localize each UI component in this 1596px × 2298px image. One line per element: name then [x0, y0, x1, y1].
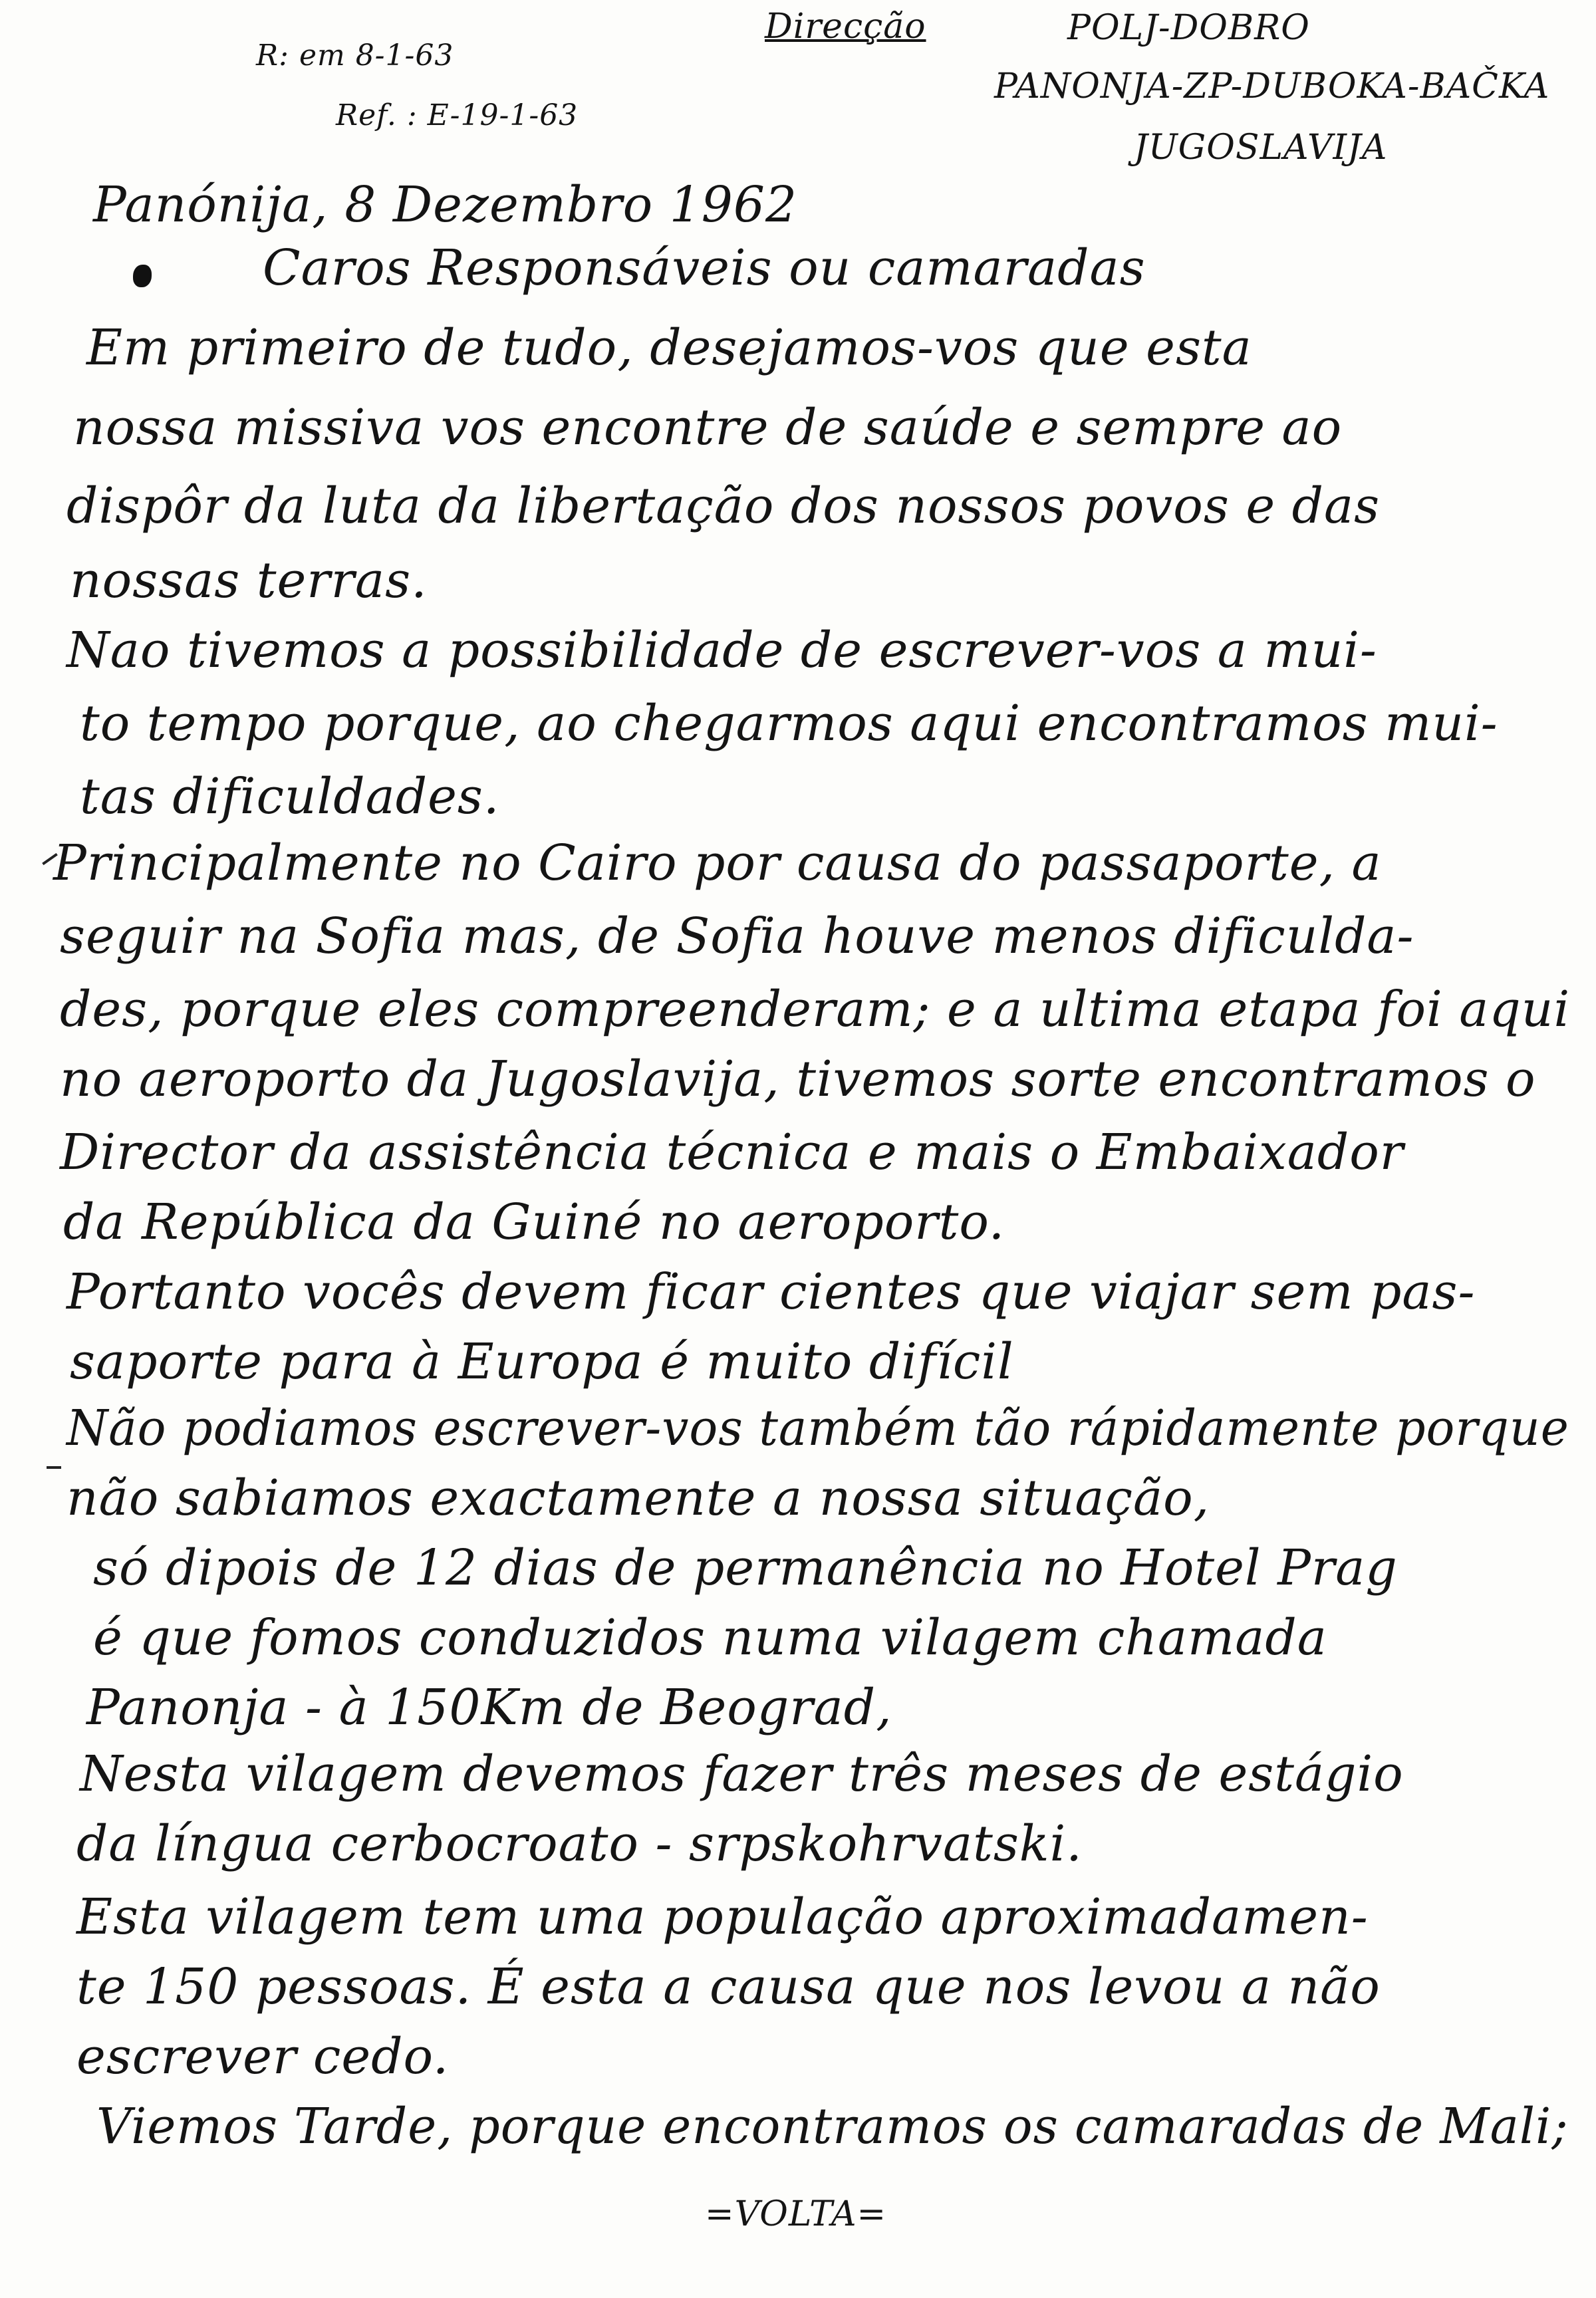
address-line-3: JUGOSLAVIJA [1134, 128, 1388, 168]
letter-line: Esta vilagem tem uma população aproximadamen- [76, 1888, 1369, 1946]
letter-line: Viemos Tarde, porque encontramos os camaradas de Mali; [96, 2098, 1569, 2155]
letter-line: nossas terras. [70, 552, 428, 609]
salutation: Caros Responsáveis ou camaradas [263, 239, 1146, 297]
letter-line: nossa missiva vos encontre de saúde e sempre ao [73, 399, 1343, 456]
letter-line: Em primeiro de tudo, desejamos-vos que esta [86, 319, 1252, 376]
margin-stroke [47, 1466, 61, 1469]
received-date-note: R: em 8-1-63 [256, 39, 454, 72]
letter-line: escrever cedo. [76, 2028, 450, 2085]
letter-line: no aeroporto da Jugoslavija, tivemos sorte encontramos o [60, 1051, 1536, 1108]
letter-line: da língua cerbocroato - srpskohrvatski. [76, 1815, 1083, 1872]
letter-line: da República da Guiné no aeroporto. [63, 1194, 1005, 1251]
letter-line: te 150 pessoas. É esta a causa que nos levou a não [76, 1958, 1381, 2015]
turn-over-note: =VOLTA= [705, 2194, 887, 2234]
letter-line: Nesta vilagem devemos fazer três meses de estágio [80, 1745, 1404, 1803]
address-line-2: PANONJA-ZP-DUBOKA-BAČKA [994, 66, 1550, 106]
letter-line: Nao tivemos a possibilidade de escrever-vos a mui- [66, 622, 1377, 679]
letter-line: des, porque eles compreenderam; e a ultima etapa foi aqui [60, 981, 1571, 1038]
letter-line: só dipois de 12 dias de permanência no Hotel Prag [93, 1539, 1398, 1596]
letter-line: Director da assistência técnica e mais o Embaixador [60, 1124, 1404, 1181]
letter-line: Panonja - à 150Km de Beograd, [86, 1679, 892, 1736]
letter-line: to tempo porque, ao chegarmos aqui encontramos mui- [80, 695, 1498, 752]
letter-line: seguir na Sofia mas, de Sofia houve menos dificulda- [60, 908, 1414, 965]
letter-line: tas dificuldades. [80, 768, 500, 825]
letter-line: dispôr da luta da libertação dos nossos povos e das [66, 477, 1381, 535]
dateline: Panónija, 8 Dezembro 1962 [93, 176, 798, 233]
letter-line: Não podiamos escrever-vos também tão rápidamente porque [66, 1400, 1569, 1457]
letter-line: Portanto vocês devem ficar cientes que viajar sem pas- [66, 1263, 1476, 1321]
reference-note: Ref. : E-19-1-63 [336, 98, 579, 132]
address-line-1: POLJ-DOBRO [1067, 8, 1310, 48]
ink-blot-mark [133, 265, 152, 287]
letter-line: saporte para à Europa é muito difícil [70, 1333, 1014, 1390]
direction-label: Direcção [765, 7, 926, 47]
letter-line: é que fomos conduzidos numa vilagem chamada [93, 1609, 1327, 1666]
letter-line: Principalmente no Cairo por causa do passaporte, a [53, 834, 1382, 892]
letter-line: não sabiamos exactamente a nossa situação, [66, 1469, 1210, 1527]
